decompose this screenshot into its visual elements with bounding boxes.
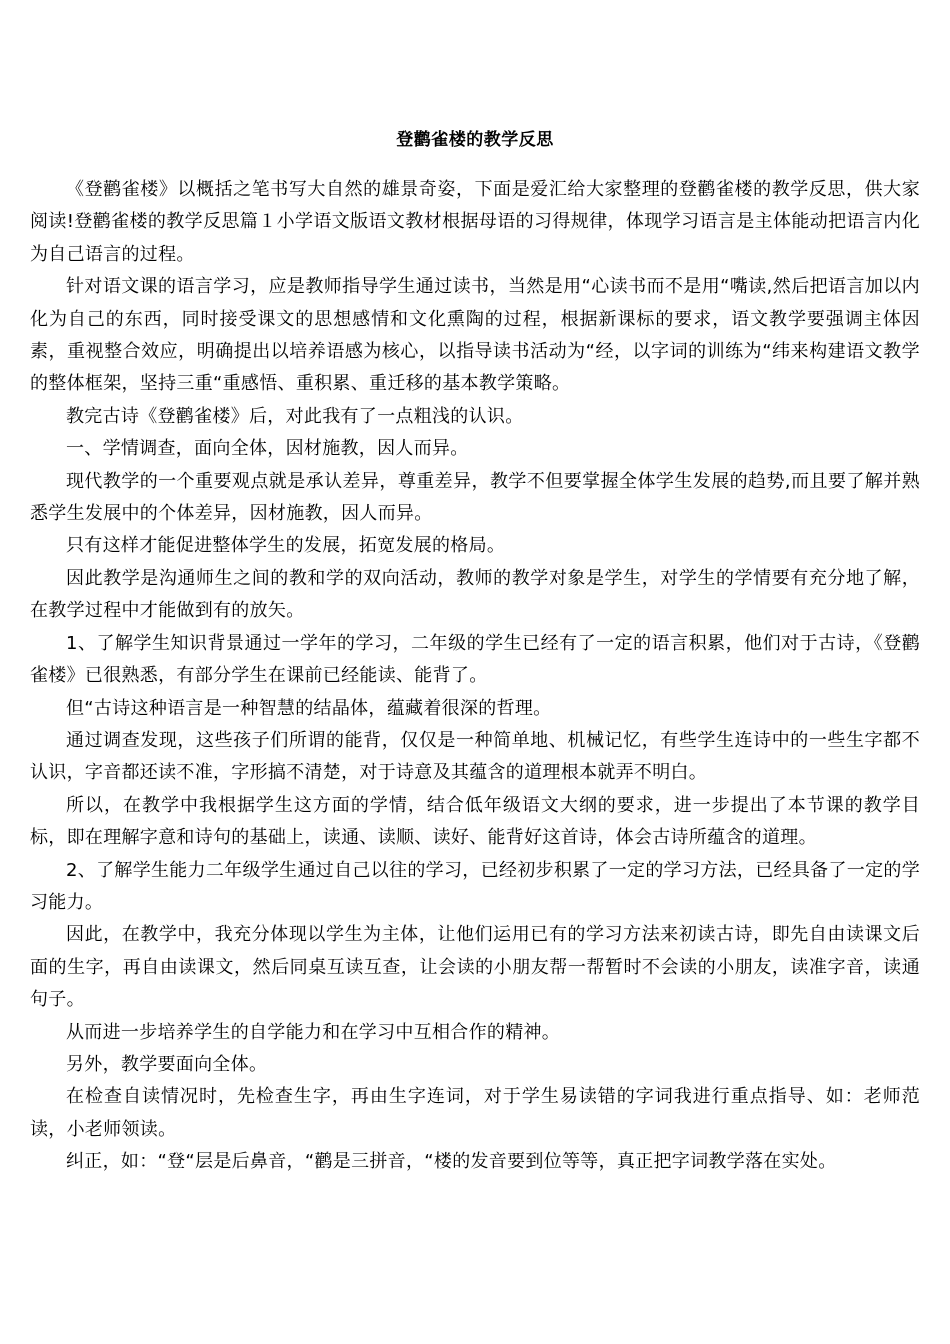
paragraph-8: 1、了解学生知识背景通过一学年的学习，二年级的学生已经有了一定的语言积累，他们对于古诗，《登鹳雀楼》已很熟悉，有部分学生在课前已经能读、能背了。 (30, 632, 920, 687)
paragraph-10: 通过调查发现，这些孩子们所谓的能背，仅仅是一种简单地、机械记忆，有些学生连诗中的一些生字都不认识，字音都还读不准，字形搞不清楚，对于诗意及其蕴含的道理根本就弄不明白。 (30, 729, 920, 784)
paragraph-12: 2、了解学生能力二年级学生通过自己以往的学习，已经初步积累了一定的学习方法，已经具备了一定的学习能力。 (30, 859, 920, 913)
paragraph-16: 在检查自读情况时，先检查生字，再由生字连词，对于学生易读错的字词我进行重点指导、如：老师范读，小老师领读。 (30, 1086, 920, 1140)
paragraph-6: 只有这样才能促进整体学生的发展，拓宽发展的格局。 (66, 535, 506, 557)
paragraph-2: 针对语文课的语言学习，应是教师指导学生通过读书，当然是用“心读书而不是用“嘴读,然后把语言加以内化为自己的东西，同时接受课文的思想感情和文化熏陶的过程，根据新课标的要求，语文教学要强调主体因素，重视整合效应，明确提出以培养语感为核心，以指导读书活动为“经，以字词的训练为“纬来构建语文教学的整体框架，坚持三重“重感悟、重积累、重迁移的基本教学策略。 (30, 276, 920, 395)
paragraph-9: 但“古诗这种语言是一种智慧的结晶体，蕴藏着很深的哲理。 (66, 697, 552, 719)
paragraph-4: 一、学情调查，面向全体，因材施教，因人而异。 (66, 438, 469, 460)
paragraph-17: 纠正，如：“登“层是后鼻音，“鹳是三拼音，“楼的发音要到位等等，真正把字词教学落在实处。 (66, 1151, 837, 1173)
paragraph-7: 因此教学是沟通师生之间的教和学的双向活动，教师的教学对象是学生，对学生的学情要有充分地了解，在教学过程中才能做到有的放矢。 (30, 567, 920, 622)
paragraph-15: 另外，教学要面向全体。 (66, 1053, 268, 1075)
paragraph-13: 因此，在教学中，我充分体现以学生为主体，让他们运用已有的学习方法来初读古诗，即先自由读课文后面的生字，再自由读课文，然后同桌互读互查，让会读的小朋友帮一帮暂时不会读的小朋友，读准字音，读通句子。 (30, 924, 920, 1011)
paragraph-11: 所以，在教学中我根据学生这方面的学情，结合低年级语文大纲的要求，进一步提出了本节课的教学目标，即在理解字意和诗句的基础上，读通、读顺、读好、能背好这首诗，体会古诗所蕴含的道理。 (30, 794, 920, 849)
paragraph-3: 教完古诗《登鹳雀楼》后，对此我有了一点粗浅的认识。 (66, 405, 524, 427)
document-body (30, 174, 920, 1179)
document-title: 登鹳雀楼的教学反思 (396, 130, 554, 150)
paragraph-5: 现代教学的一个重要观点就是承认差异，尊重差异，教学不但要掌握全体学生发展的趋势,而且要了解并熟悉学生发展中的个体差异，因材施教，因人而异。 (30, 470, 920, 525)
paragraph-1: 《登鹳雀楼》以概括之笔书写大自然的雄景奇姿，下面是爱汇给大家整理的登鹳雀楼的教学反思，供大家阅读!登鹳雀楼的教学反思篇１小学语文版语文教材根据母语的习得规律，体现学习语言是主体能动把语言内化为自己语言的过程。 (30, 179, 920, 265)
paragraph-14: 从而进一步培养学生的自学能力和在学习中互相合作的精神。 (66, 1021, 561, 1043)
